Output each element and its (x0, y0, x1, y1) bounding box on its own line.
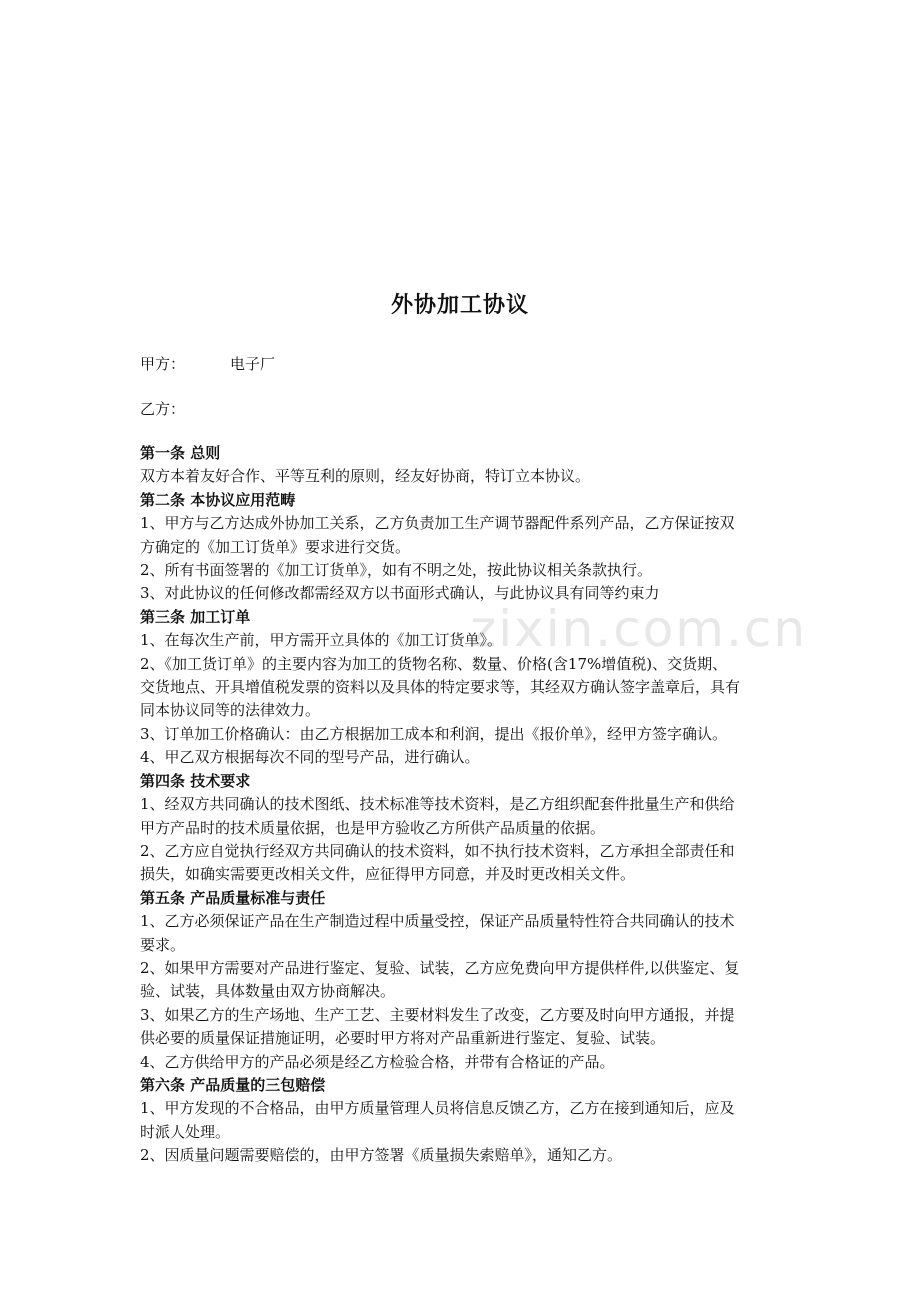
article-heading: 第六条 产品质量的三包赔偿 (140, 1075, 326, 1094)
paragraph-line: 1、甲方发现的不合格品，由甲方质量管理人员将信息反馈乙方，乙方在接到通知后，应及 (140, 1099, 735, 1118)
article-heading: 第一条 总则 (140, 444, 221, 462)
paragraph-line: 损失，如确实需要更改相关文件，应征得甲方同意，并及时更改相关文件。 (140, 865, 636, 884)
party-a-label: 甲方： (140, 355, 186, 373)
paragraph-line: 1、经双方共同确认的技术图纸、技术标准等技术资料，是乙方组织配套件批量生产和供给 (140, 795, 735, 814)
party-a-value: 电子厂 (230, 355, 276, 373)
paragraph-line: 2、乙方应自觉执行经双方共同确认的技术资料，如不执行技术资料，乙方承担全部责任和 (140, 841, 735, 860)
article-heading: 第五条 产品质量标准与责任 (140, 888, 326, 907)
paragraph-line: 供必要的质量保证措施证明，必要时甲方将对产品重新进行鉴定、复验、试装。 (140, 1029, 666, 1048)
paragraph-line: 1、甲方与乙方达成外协加工关系，乙方负责加工生产调节器配件系列产品，乙方保证按双 (140, 514, 735, 533)
paragraph-line: 2、因质量问题需要赔偿的，由甲方签署《质量损失索赔单》，通知乙方。 (140, 1146, 623, 1165)
paragraph-line: 时派人处理。 (140, 1122, 231, 1141)
paragraph-line: 要求。 (140, 935, 186, 954)
paragraph-line: 4、甲乙双方根据每次不同的型号产品，进行确认。 (140, 748, 480, 767)
paragraph-line: 2、所有书面签署的《加工订货单》，如有不明之处，按此协议相关条款执行。 (140, 561, 653, 580)
article-heading: 第三条 加工订单 (140, 607, 251, 626)
party-b-label: 乙方： (140, 400, 186, 418)
paragraph-line: 同本协议同等的法律效力。 (140, 701, 321, 720)
article-heading: 第四条 技术要求 (140, 771, 251, 790)
paragraph-line: 4、乙方供给甲方的产品必须是经乙方检验合格，并带有合格证的产品。 (140, 1052, 615, 1071)
paragraph-line: 验、试装，具体数量由双方协商解决。 (140, 982, 396, 1001)
paragraph-line: 交货地点、开具增值税发票的资料以及具体的特定要求等，其经双方确认签字盖章后，具有 (140, 678, 741, 697)
paragraph-line: 2、如果甲方需要对产品进行鉴定、复验、试装，乙方应免费向甲方提供样件,以供鉴定、复 (140, 958, 740, 977)
paragraph-line: 1、乙方必须保证产品在生产制造过程中质量受控，保证产品质量特性符合共同确认的技术 (140, 912, 735, 931)
agreement-body (140, 442, 785, 1168)
paragraph-line: 3、如果乙方的生产场地、生产工艺、主要材料发生了改变，乙方要及时向甲方通报，并提 (140, 1005, 735, 1024)
paragraph-line: 3、订单加工价格确认：由乙方根据加工成本和利润，提出《报价单》，经甲方签字确认。 (140, 724, 728, 743)
paragraph-line: 3、对此协议的任何修改都需经双方以书面形式确认，与此协议具有同等约束力 (140, 584, 660, 603)
document-title: 外协加工协议 (390, 293, 529, 318)
paragraph-line: 方确定的《加工订货单》要求进行交货。 (140, 537, 411, 556)
paragraph-line: 甲方产品时的技术质量依据，也是甲方验收乙方所供产品质量的依据。 (140, 818, 606, 837)
paragraph-line: 2、《加工货订单》的主要内容为加工的货物名称、数量、价格(含17%增值税)、交货期、 (140, 654, 728, 673)
paragraph-line: 双方本着友好合作、平等互利的原则，经友好协商，特订立本协议。 (140, 467, 591, 486)
paragraph-line: 1、在每次生产前，甲方需开立具体的《加工订货单》。 (140, 631, 503, 650)
watermark: zixin.com.cn (470, 600, 808, 658)
article-heading: 第二条 本协议应用范畴 (140, 490, 296, 509)
